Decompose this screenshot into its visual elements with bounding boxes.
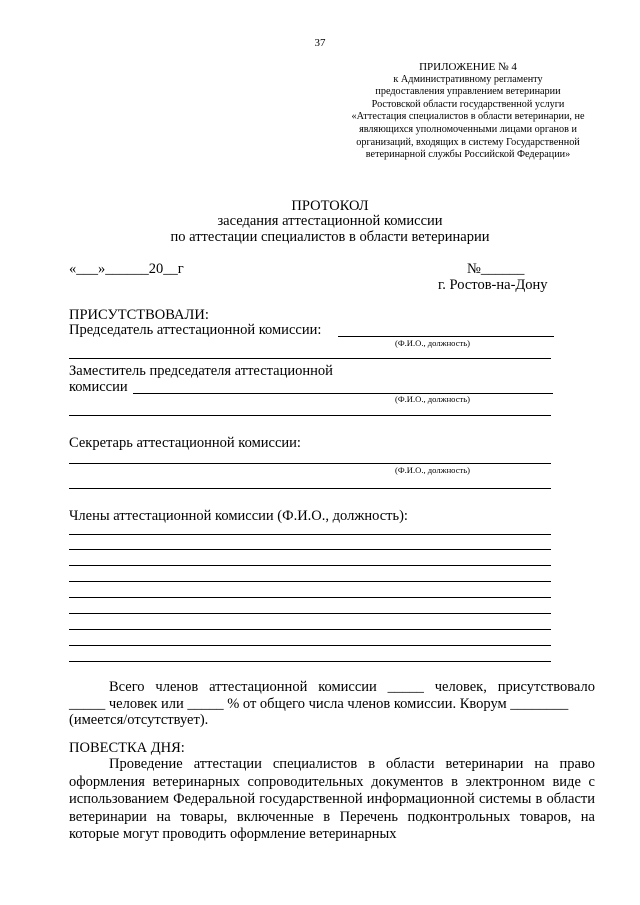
appendix-line: организаций, входящих в систему Государственной bbox=[356, 136, 580, 148]
chairman-line-2 bbox=[69, 358, 551, 359]
chairman-label: Председатель аттестационной комиссии: bbox=[69, 322, 322, 338]
quorum-word: членов bbox=[155, 679, 199, 695]
members-line bbox=[69, 549, 551, 550]
appendix-line: предоставления управлением ветеринарии bbox=[375, 86, 561, 98]
appendix-line: Ростовской области государственной услуги bbox=[371, 98, 565, 110]
members-line bbox=[69, 565, 551, 566]
quorum-line-2: _____ человек или _____ % от общего числа членов комиссии. Кворум ________ bbox=[69, 696, 569, 712]
city-label: г. Ростов-на-Дону bbox=[438, 277, 548, 293]
fio-hint: (Ф.И.О., должность) bbox=[395, 465, 471, 475]
members-line bbox=[69, 645, 551, 646]
quorum-word: присутствовало bbox=[497, 679, 595, 695]
members-line bbox=[69, 534, 551, 535]
appendix-line: «Аттестация специалистов в области ветеринарии, не bbox=[351, 111, 585, 123]
quorum-line-1 bbox=[69, 679, 595, 696]
quorum-word: человек, bbox=[434, 679, 487, 695]
deputy-line bbox=[133, 393, 553, 394]
document-subtitle: заседания аттестационной комиссии bbox=[217, 213, 443, 229]
document-title: ПРОТОКОЛ bbox=[291, 198, 369, 214]
secretary-line-2 bbox=[69, 488, 551, 489]
agenda-heading: ПОВЕСТКА ДНЯ: bbox=[69, 740, 185, 756]
agenda-text: Проведение аттестации специалистов в области ветеринарии на право оформления ветеринарных сопроводительных документов в электронном виде с использованием Федеральной государственной информационной системы в области ветеринарии на товары, включенные в Перечень подконтрольных товаров, на которые могут проводить оформление ветеринарных bbox=[69, 756, 595, 842]
quorum-word: Всего bbox=[109, 679, 145, 695]
secretary-line bbox=[69, 463, 551, 464]
fio-hint: (Ф.И.О., должность) bbox=[395, 338, 471, 348]
fio-hint: (Ф.И.О., должность) bbox=[395, 394, 471, 404]
document-subtitle: по аттестации специалистов в области ветеринарии bbox=[170, 229, 490, 245]
members-label: Члены аттестационной комиссии (Ф.И.О., должность): bbox=[69, 508, 408, 524]
deputy-label: Заместитель председателя аттестационной bbox=[69, 363, 333, 379]
appendix-block bbox=[338, 61, 598, 162]
deputy-line-2 bbox=[69, 415, 551, 416]
quorum-line-3: (имеется/отсутствует). bbox=[69, 712, 209, 728]
members-line bbox=[69, 597, 551, 598]
members-line bbox=[69, 629, 551, 630]
quorum-word: _____ bbox=[387, 679, 424, 695]
members-line bbox=[69, 613, 551, 614]
quorum-word: аттестационной bbox=[209, 679, 308, 695]
appendix-line: ветеринарной службы Российской Федерации» bbox=[365, 149, 571, 161]
members-line bbox=[69, 581, 551, 582]
quorum-word: комиссии bbox=[318, 679, 377, 695]
date-field: «___»______20__г bbox=[69, 261, 184, 277]
appendix-line: к Административному регламенту bbox=[393, 73, 543, 85]
page-number: 37 bbox=[314, 37, 326, 49]
chairman-line bbox=[338, 336, 554, 337]
appendix-heading: ПРИЛОЖЕНИЕ № 4 bbox=[419, 61, 517, 73]
members-line bbox=[69, 661, 551, 662]
present-heading: ПРИСУТСТВОВАЛИ: bbox=[69, 307, 209, 323]
protocol-number-field: №______ bbox=[467, 261, 525, 277]
secretary-label: Секретарь аттестационной комиссии: bbox=[69, 435, 301, 451]
deputy-label-cont: комиссии bbox=[69, 379, 128, 395]
appendix-line: являющихся уполномоченными лицами органов и bbox=[359, 123, 577, 135]
